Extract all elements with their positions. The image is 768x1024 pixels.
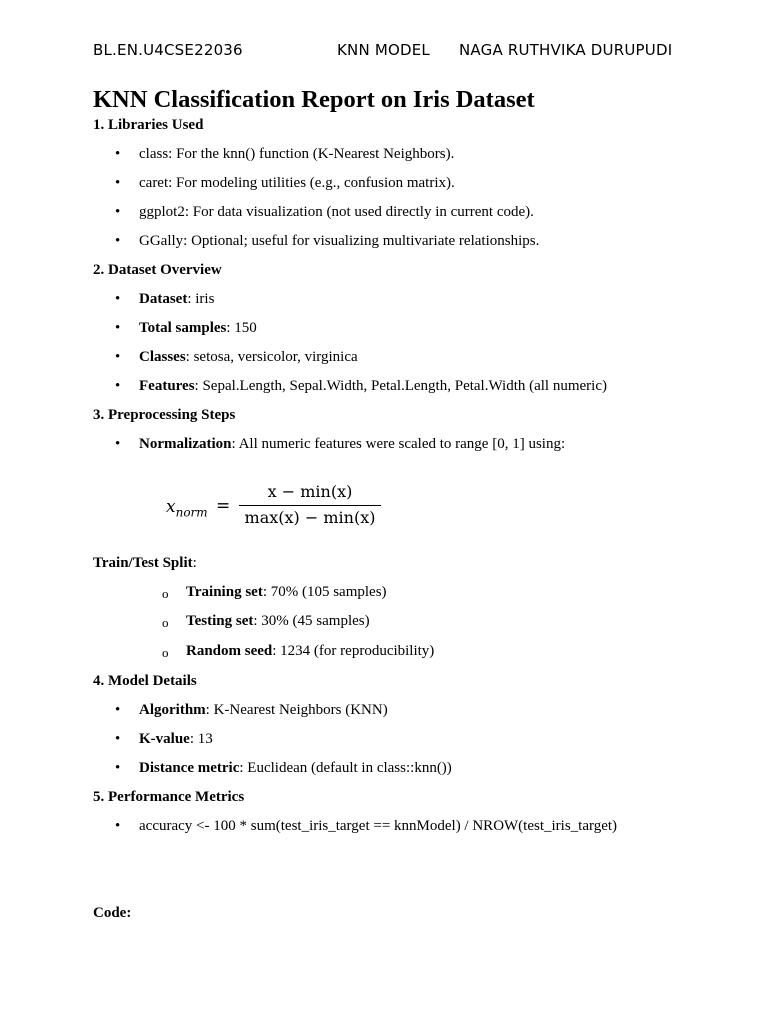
split-item	[186, 584, 387, 601]
bullet-icon: •	[115, 146, 121, 162]
model-item-value: : K-Nearest Neighbors (KNN)	[205, 702, 388, 718]
dataset-item-value: : Sepal.Length, Sepal.Width, Petal.Length, Petal.Width (all numeric)	[194, 378, 607, 394]
formula-lhs-subscript: norm	[175, 505, 208, 520]
dataset-item-label: Total samples	[139, 320, 227, 336]
bullet-icon: •	[115, 291, 121, 307]
bullet-icon: •	[115, 233, 121, 249]
page-header	[0, 41, 768, 61]
model-item	[139, 731, 213, 748]
formula-denominator: max(x) − min(x)	[244, 508, 376, 527]
library-item: caret: For modeling utilities (e.g., confusion matrix).	[139, 175, 455, 191]
model-item-value: : Euclidean (default in class::knn())	[239, 760, 452, 776]
header-author: NAGA RUTHVIKA DURUPUDI	[459, 41, 673, 59]
formula-fraction-bar	[239, 505, 381, 506]
bullet-icon: •	[115, 204, 121, 220]
normalization-label: Normalization	[139, 436, 232, 452]
heading-performance-metrics: 5. Performance Metrics	[93, 789, 245, 805]
model-item	[139, 702, 388, 719]
model-item-label: Algorithm	[139, 702, 206, 718]
formula-equals: =	[216, 496, 231, 516]
dataset-item	[139, 291, 214, 308]
dataset-item	[139, 378, 607, 395]
circle-bullet-icon: o	[162, 615, 169, 630]
normalization-value: : All numeric features were scaled to range [0, 1] using:	[231, 436, 566, 452]
split-item-label: Training set	[186, 584, 263, 600]
bullet-icon: •	[115, 436, 121, 452]
dataset-item	[139, 320, 257, 337]
train-test-split-title: Train/Test Split	[93, 555, 193, 571]
heading-libraries-used: 1. Libraries Used	[93, 117, 204, 133]
split-item-value: : 30% (45 samples)	[253, 613, 370, 629]
dataset-item-value: : setosa, versicolor, virginica	[185, 349, 358, 365]
document-title: KNN Classification Report on Iris Dataset	[93, 86, 535, 113]
model-item-label: K-value	[139, 731, 190, 747]
heading-dataset-overview: 2. Dataset Overview	[93, 262, 222, 278]
train-test-split-label	[93, 555, 197, 572]
heading-preprocessing-steps: 3. Preprocessing Steps	[93, 407, 236, 423]
dataset-item-label: Classes	[139, 349, 186, 365]
dataset-item-label: Dataset	[139, 291, 188, 307]
split-item-value: : 70% (105 samples)	[262, 584, 387, 600]
performance-item: accuracy <- 100 * sum(test_iris_target == knnModel) / NROW(test_iris_target)	[139, 818, 618, 834]
header-topic: KNN MODEL	[337, 41, 430, 59]
train-test-split-colon: :	[192, 555, 197, 571]
model-item-value: : 13	[189, 731, 213, 747]
dataset-item-value: : iris	[187, 291, 215, 307]
model-item-label: Distance metric	[139, 760, 240, 776]
header-roll-number: BL.EN.U4CSE22036	[93, 41, 243, 59]
dataset-item	[139, 349, 358, 366]
model-item	[139, 760, 452, 777]
formula-lhs-var: x	[166, 497, 176, 517]
bullet-icon: •	[115, 818, 121, 834]
dataset-item-label: Features	[139, 378, 195, 394]
normalization-formula	[166, 480, 386, 532]
normalization-item	[139, 436, 565, 453]
bullet-icon: •	[115, 731, 121, 747]
bullet-icon: •	[115, 349, 121, 365]
bullet-icon: •	[115, 378, 121, 394]
formula-numerator: x − min(x)	[267, 482, 353, 501]
split-item-label: Random seed	[186, 643, 273, 659]
heading-model-details: 4. Model Details	[93, 673, 197, 689]
circle-bullet-icon: o	[162, 586, 169, 601]
heading-code: Code:	[93, 905, 132, 921]
circle-bullet-icon: o	[162, 645, 169, 660]
split-item-value: : 1234 (for reproducibility)	[272, 643, 435, 659]
split-item	[186, 613, 370, 630]
bullet-icon: •	[115, 702, 121, 718]
split-item	[186, 643, 434, 660]
bullet-icon: •	[115, 760, 121, 776]
library-item: class: For the knn() function (K-Nearest Neighbors).	[139, 146, 455, 162]
library-item: ggplot2: For data visualization (not used directly in current code).	[139, 204, 534, 220]
bullet-icon: •	[115, 320, 121, 336]
formula-lhs	[166, 497, 208, 519]
split-item-label: Testing set	[186, 613, 254, 629]
library-item: GGally: Optional; useful for visualizing multivariate relationships.	[139, 233, 540, 249]
bullet-icon: •	[115, 175, 121, 191]
dataset-item-value: : 150	[226, 320, 257, 336]
